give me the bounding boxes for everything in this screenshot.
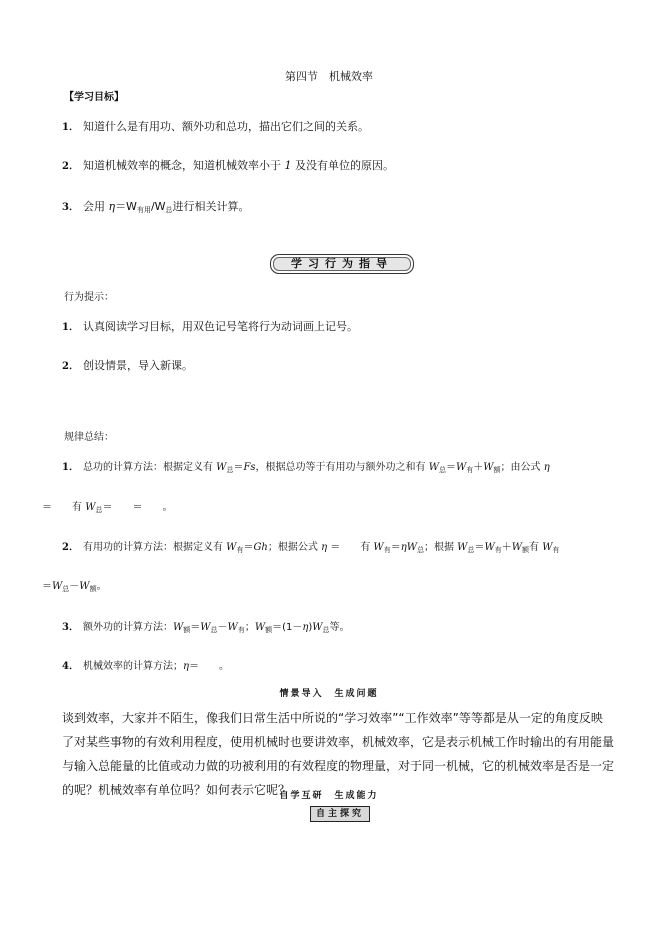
self-explore-box: 自主探究 [310, 806, 370, 822]
summary-item-4: 4． 机械效率的计算方法；η＝ 。 [62, 661, 229, 672]
objective-item-3: 3． 会用 $\eta=W_{有用}/W_总$进行相关计算。 [62, 200, 250, 214]
intro-heading: 情景导入 生成问题 [279, 689, 379, 699]
objective-item-2: 2． 知道机械效率的概念，知道机械效率小于 1 及没有单位的原因。 [62, 159, 394, 172]
objectives-heading: 【学习目标】 [64, 92, 124, 103]
self-study-heading: 自学互研 生成能力 [279, 791, 379, 801]
summary-item-3: 3． 额外功的计算方法：$W_额=W_总-W_有$；$W_额=(1-\eta)W_总$等。 [62, 622, 350, 634]
intro-paragraph: 谈到效率，大家并不陌生，像我们日常生活中所说的“学习效率”“工作效率”等等都是从一定的角度反映了对某些事物的有效利用程度，使用机械时也要讲效率，机械效率，它是表示机械工作时输出的有用能量与输入总能量的比值或动力做的功被利用的有效程度的物理量，对于同一机械，它的机械效率是否是一定的呢？机械效率有单位吗？如何表示它呢？ [62, 711, 615, 797]
summary-item-2: 2． 有用功的计算方法：根据定义有 $W_有=Gh$；根据公式 η ＝ 有 $W_有=\eta W_总$；根据 $W_总=W_有+W_额$有 $W_有$ [62, 542, 560, 554]
section-banner: 学习行为指导 [270, 254, 414, 274]
objective-item-1: 1． 知道什么是有用功、额外功和总功，描出它们之间的关系。 [62, 120, 369, 133]
page-title: 第四节 机械效率 [285, 70, 373, 83]
hint-item-2: 2． 创设情景，导入新课。 [62, 359, 193, 372]
summary-heading: 规律总结： [64, 432, 114, 443]
summary-item-1-line-2: ＝ 有 $W_总=$ ＝ 。 [42, 502, 173, 514]
summary-item-2-line-2: $=W_总-W_额$。 [42, 581, 107, 593]
hints-heading: 行为提示： [64, 292, 114, 303]
hint-item-1: 1． 认真阅读学习目标，用双色记号笔将行为动词画上记号。 [62, 320, 358, 333]
summary-item-1: 1． 总功的计算方法：根据定义有 $W_总=Fs$，根据总功等于有用功与额外功之和有 $W_总=W_有+W_额$；由公式 η [62, 462, 550, 474]
